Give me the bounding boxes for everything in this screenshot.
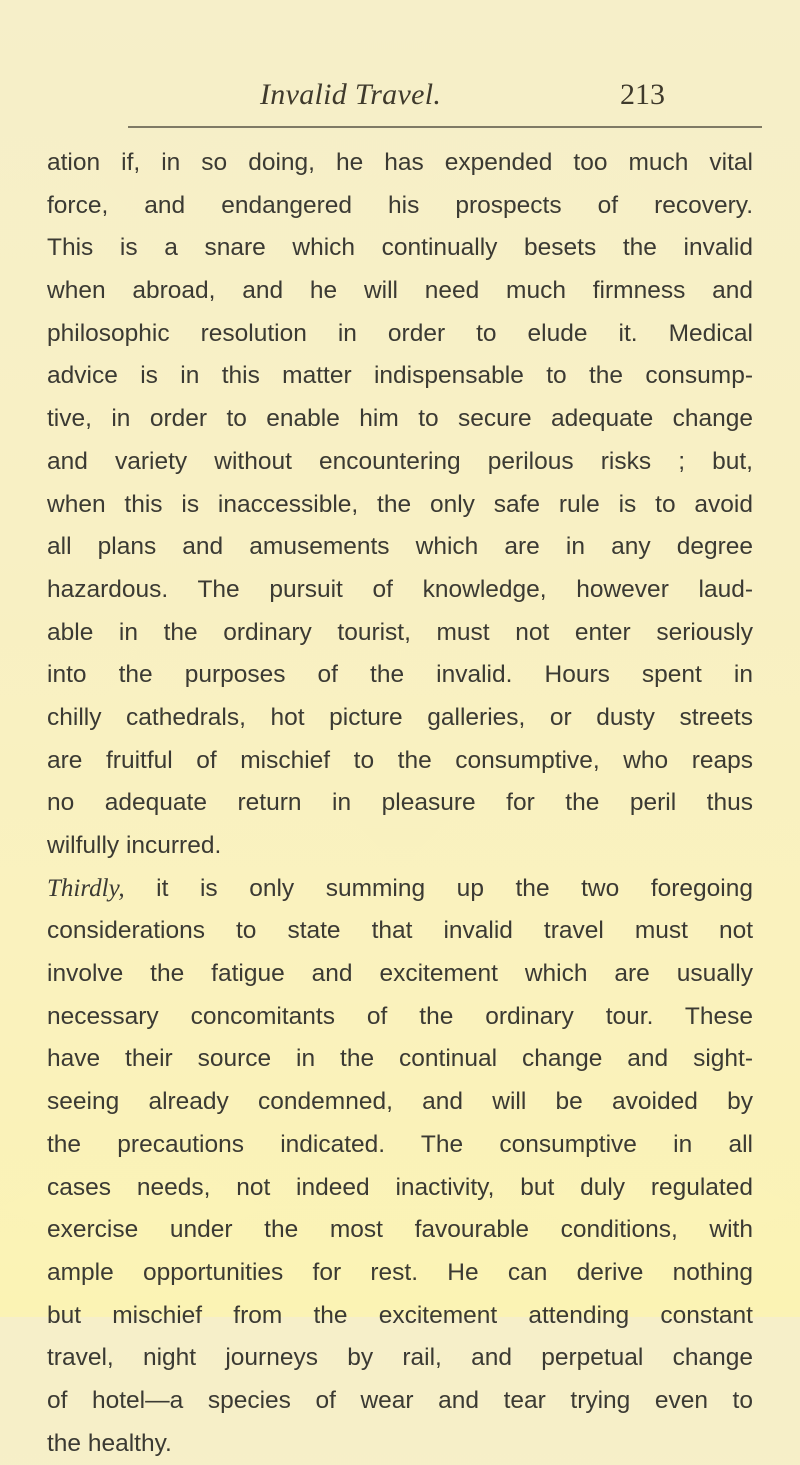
text-line: and variety without encountering perilous risks ; but, <box>47 447 753 475</box>
text-line: tive, in order to enable him to secure adequate change <box>47 405 753 433</box>
page-number: 213 <box>620 78 665 111</box>
text-line: exercise under the most favourable conditions, with <box>47 1216 753 1244</box>
body-text <box>47 142 753 1465</box>
text-line: considerations to state that invalid travel must not <box>47 917 753 945</box>
text-line: no adequate return in pleasure for the peril thus <box>47 789 753 817</box>
text-line: chilly cathedrals, hot picture galleries, or dusty streets <box>47 703 753 731</box>
text-line: involve the fatigue and excitement which are usually <box>47 960 753 988</box>
text-line: when abroad, and he will need much firmness and <box>47 277 753 305</box>
running-head <box>46 78 754 118</box>
text-line: cases needs, not indeed inactivity, but duly regulated <box>47 1173 753 1201</box>
paragraph-end-line: wilfully incurred. <box>47 832 222 859</box>
text-line: seeing already condemned, and will be avoided by <box>47 1088 753 1116</box>
text-line: but mischief from the excitement attending constant <box>47 1301 753 1329</box>
text-line: of hotel—a species of wear and tear trying even to <box>47 1386 753 1414</box>
text-line: the precautions indicated. The consumptive in all <box>47 1130 753 1158</box>
text-line: have their source in the continual change and sight- <box>47 1045 753 1073</box>
text-line: ation if, in so doing, he has expended too much vital <box>47 149 753 176</box>
text-line: necessary concomitants of the ordinary tour. These <box>47 1002 753 1030</box>
text-line: travel, night journeys by rail, and perpetual change <box>47 1344 753 1372</box>
italic-lead-word: Thirdly, <box>47 874 125 902</box>
text-line: hazardous. The pursuit of knowledge, however laud- <box>47 575 753 603</box>
text-line: This is a snare which continually besets the invalid <box>47 234 753 262</box>
text-line: able in the ordinary tourist, must not enter seriously <box>47 618 753 646</box>
text-line: are fruitful of mischief to the consumptive, who reaps <box>47 746 753 774</box>
header-rule <box>128 126 762 128</box>
text-line: when this is inaccessible, the only safe rule is to avoid <box>47 490 753 518</box>
paragraph-start-line <box>47 868 753 911</box>
text-fragment: it is only summing up the two foregoing <box>124 874 753 902</box>
running-head-title: Invalid Travel. <box>260 78 442 111</box>
paragraph-end-line: the healthy. <box>47 1429 172 1457</box>
text-line: all plans and amusements which are in any degree <box>47 533 753 561</box>
text-line: force, and endangered his prospects of recovery. <box>47 191 753 219</box>
text-line: into the purposes of the invalid. Hours spent in <box>47 661 753 689</box>
text-line: ample opportunities for rest. He can derive nothing <box>47 1258 753 1286</box>
text-line: philosophic resolution in order to elude it. Medical <box>47 319 753 347</box>
text-line: advice is in this matter indispensable to the consump- <box>47 362 753 390</box>
